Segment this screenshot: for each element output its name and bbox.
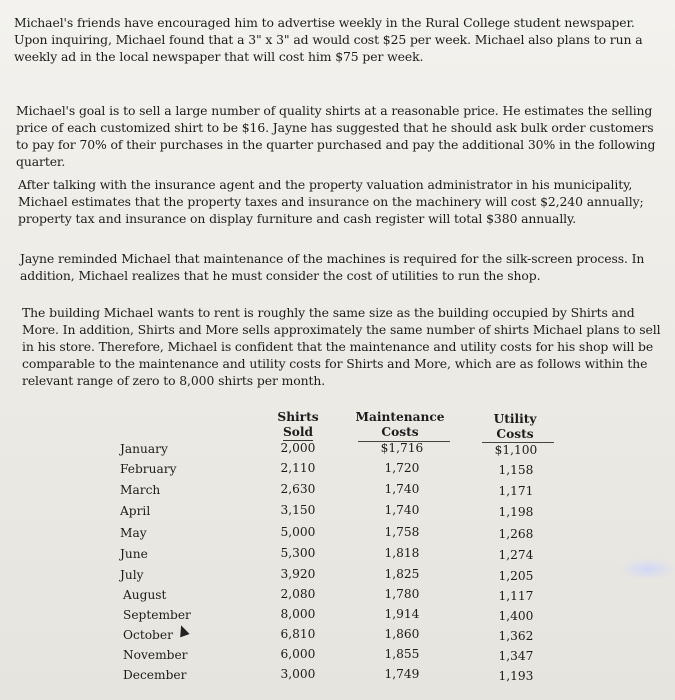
table-row-month: October (123, 628, 173, 642)
header-maintenance-costs (350, 410, 450, 440)
table-row-utility-cost: 1,362 (498, 629, 534, 643)
table-row-shirts-sold: 3,000 (280, 667, 316, 681)
table-row-maintenance-cost: 1,860 (384, 627, 420, 641)
table-row-month: July (120, 568, 144, 582)
table-row-utility-cost: 1,193 (498, 669, 534, 683)
table-row-maintenance-cost: 1,740 (384, 503, 420, 517)
header-utility-costs (475, 412, 555, 442)
table-row-utility-cost: $1,100 (494, 443, 538, 457)
table-row-shirts-sold: 3,920 (280, 567, 316, 581)
table-row-maintenance-cost: 1,780 (384, 587, 420, 601)
table-row-utility-cost: 1,274 (498, 548, 534, 562)
table-row-utility-cost: 1,268 (498, 527, 534, 541)
table-row-maintenance-cost: 1,825 (384, 567, 420, 581)
table-row-month: January (120, 442, 168, 456)
table-row-month: March (120, 483, 161, 497)
table-row-month: December (123, 668, 187, 682)
table-row-shirts-sold: 6,000 (280, 647, 316, 661)
table-row-month: November (123, 648, 188, 662)
screen-glare (618, 558, 675, 580)
table-row-maintenance-cost: 1,758 (384, 525, 420, 539)
table-row-shirts-sold: 2,110 (280, 461, 316, 475)
paragraph-selling-price: Michael's goal is to sell a large number of quality shirts at a reasonable price. He estimates the selling price of each customized shirt to be $16. Jayne has suggested that he should ask bulk order customers to pay for 70% of their purchases in the quarter purchased and pay the additional 30% in the following quarter. (16, 103, 656, 169)
table-row-shirts-sold: 5,000 (280, 525, 316, 539)
header-maint-line1: Maintenance (355, 410, 445, 424)
paragraph-building: The building Michael wants to rent is roughly the same size as the building occupied by Shirts and More. In addition, Shirts and More sells approximately the same number of shirts Michael plans to sell in his store. Therefore, Michael is confident that the maintenance and utility costs for his shop will be comparable to the maintenance and utility costs for Shirts and More, which are as follows within the relevant range of zero to 8,000 shirts per month. (22, 305, 661, 388)
table-row-maintenance-cost: 1,720 (384, 461, 420, 475)
table-row-shirts-sold: 3,150 (280, 503, 316, 517)
header-util-line2: Costs (496, 427, 534, 441)
table-row-maintenance-cost: 1,818 (384, 546, 420, 560)
table-row-shirts-sold: 5,300 (280, 546, 316, 560)
header-shirts-line2: Sold (282, 425, 314, 439)
header-util-line1: Utility (493, 412, 537, 426)
table-row-utility-cost: 1,158 (498, 463, 534, 477)
table-row-utility-cost: 1,117 (498, 589, 534, 603)
cost-table (110, 408, 590, 698)
table-row-maintenance-cost: 1,740 (384, 482, 420, 496)
table-row-utility-cost: 1,205 (498, 569, 534, 583)
table-row-shirts-sold: 2,000 (280, 441, 316, 455)
table-row-maintenance-cost: 1,749 (384, 667, 420, 681)
table-row-shirts-sold: 8,000 (280, 607, 316, 621)
paragraph-advertising: Michael's friends have encouraged him to advertise weekly in the Rural College student newspaper. Upon inquiring, Michael found that a 3" x 3" ad would cost $25 per week. Michael also plans to run a weekly ad in the local newspaper that will cost him $75 per week. (14, 15, 643, 64)
table-row-month: August (123, 588, 167, 602)
table-row-shirts-sold: 2,080 (280, 587, 316, 601)
table-row-maintenance-cost: $1,716 (380, 441, 424, 455)
table-row-month: February (120, 462, 177, 476)
paragraph-maintenance: Jayne reminded Michael that maintenance of the machines is required for the silk-screen process. In addition, Michael realizes that he must consider the cost of utilities to run the shop. (20, 251, 645, 283)
table-row-utility-cost: 1,400 (498, 609, 534, 623)
table-row-utility-cost: 1,347 (498, 649, 534, 663)
table-row-month: June (120, 547, 148, 561)
paragraph-taxes-insurance: After talking with the insurance agent and the property valuation administrator in his municipality, Michael estimates that the property taxes and insurance on the machinery will cost $2,240 annually; property tax and insurance on display furniture and cash register will total $380 annually. (18, 177, 644, 226)
table-row-month: September (123, 608, 191, 622)
table-row-month: April (120, 504, 151, 518)
table-row-shirts-sold: 6,810 (280, 627, 316, 641)
table-row-maintenance-cost: 1,914 (384, 607, 420, 621)
header-maint-line2: Costs (381, 425, 419, 439)
table-row-shirts-sold: 2,630 (280, 482, 316, 496)
table-row-utility-cost: 1,198 (498, 505, 534, 519)
header-shirts-sold (258, 410, 338, 441)
table-row-maintenance-cost: 1,855 (384, 647, 420, 661)
header-shirts-line1: Shirts (277, 410, 319, 424)
table-row-month: May (120, 526, 147, 540)
table-row-utility-cost: 1,171 (498, 484, 534, 498)
